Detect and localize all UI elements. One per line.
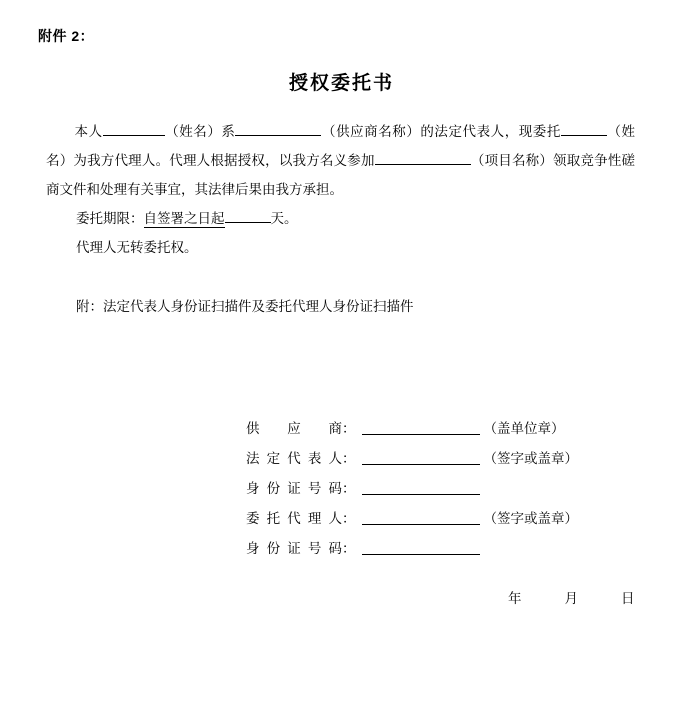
- date-month: 月: [564, 591, 579, 606]
- signature-colon: ：: [342, 451, 356, 466]
- signature-rule: [362, 540, 480, 555]
- blank-supplier: [235, 120, 321, 136]
- signature-row: [246, 437, 645, 467]
- body-line1-c: （供应商名称）的法定代表人，现委托: [321, 124, 561, 139]
- signature-rule: [362, 480, 480, 495]
- term-label: 委托期限：: [76, 211, 144, 226]
- body-line1-d: （姓名）为我方代理: [46, 124, 636, 168]
- blank-name-2: [561, 120, 607, 136]
- body-line3: 其法律后果由我方承担。: [194, 182, 343, 197]
- signature-label: 委托代理人: [246, 511, 342, 526]
- signature-row: [246, 527, 645, 557]
- blank-term-days: [225, 207, 271, 223]
- signature-note: （盖单位章）: [483, 421, 565, 436]
- signature-rule: [362, 510, 480, 525]
- date-day: 日: [621, 591, 636, 606]
- blank-project: [375, 149, 471, 165]
- signature-colon: ：: [342, 511, 356, 526]
- body-line1-a: 本人: [74, 124, 103, 139]
- signature-colon: ：: [342, 541, 356, 556]
- signature-label: 法定代表人: [246, 451, 342, 466]
- no-transfer-paragraph: 代理人无转委托权。: [76, 240, 198, 255]
- date-year: 年: [508, 591, 523, 606]
- signature-row: [246, 467, 645, 497]
- term-paragraph: [38, 204, 645, 233]
- signature-label: 身份证号码: [246, 481, 342, 496]
- term-unit: 天。: [270, 211, 298, 226]
- signature-note: （签字或盖章）: [483, 451, 578, 466]
- blank-name-1: [103, 120, 165, 136]
- signature-colon: ：: [342, 481, 356, 496]
- signature-block: [38, 407, 645, 557]
- main-paragraph: [38, 117, 645, 204]
- body-line2-a: 人。代理人根据授权，以我方名义参加: [141, 153, 375, 168]
- body-line1-b: （姓名）系: [164, 124, 236, 139]
- signature-row: [246, 407, 645, 437]
- attachment-label: 附件 2：: [38, 28, 95, 44]
- term-value: 自签署之日起: [143, 211, 225, 226]
- signature-label: 供 应 商: [246, 421, 342, 436]
- date-line: [38, 587, 645, 607]
- signature-row: [246, 497, 645, 527]
- signature-note: （签字或盖章）: [483, 511, 578, 526]
- page-title: 授权委托书: [288, 73, 394, 94]
- signature-label: 身份证号码: [246, 541, 342, 556]
- signature-rule: [362, 420, 480, 435]
- body-line2-b: （项目名称）领取竞争性磋商文件和处理有关事宜，: [46, 153, 636, 197]
- attachment-note: 附：法定代表人身份证扫描件及委托代理人身份证扫描件: [76, 299, 414, 314]
- signature-colon: ：: [342, 421, 356, 436]
- signature-rule: [362, 450, 480, 465]
